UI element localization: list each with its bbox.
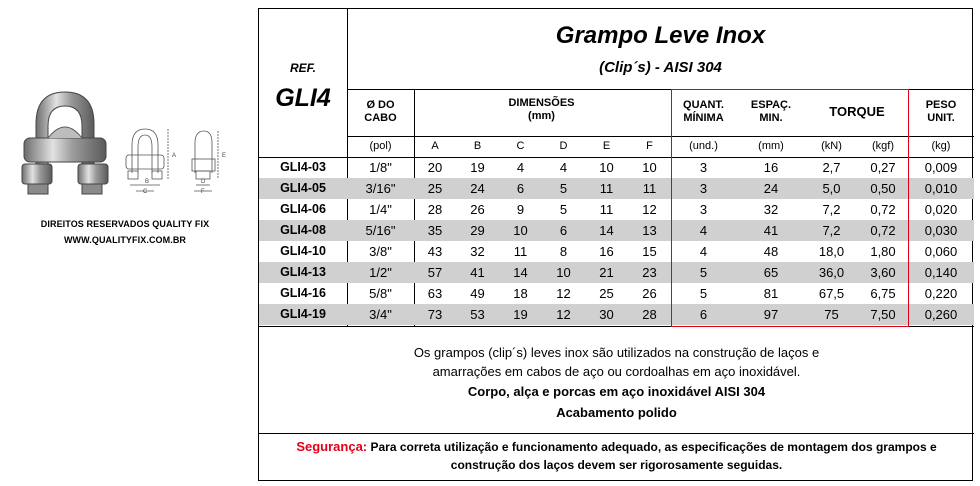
min-qty-header <box>671 99 736 125</box>
diameter-cell: 3/4" <box>369 307 392 322</box>
table-row <box>259 262 974 283</box>
diameter-cell: 1/8" <box>369 160 392 175</box>
torque-kgf-cell: 0,27 <box>870 160 896 175</box>
spacing-header-line2: MIN. <box>759 112 783 124</box>
dim-f-cell: 12 <box>642 202 657 217</box>
material-spec: Corpo, alça e porcas em aço inoxidável AISI 304 <box>467 384 766 399</box>
spacing-cell: 24 <box>763 181 779 196</box>
title-bottom-border <box>347 89 974 90</box>
table-row <box>259 241 974 262</box>
unit-weight-cell: 0,260 <box>924 307 958 322</box>
dim-e-cell: 11 <box>599 181 614 196</box>
dim-a-cell: 25 <box>427 181 443 196</box>
dim-d-cell: 8 <box>559 244 568 259</box>
dim-d-cell: 12 <box>556 307 571 322</box>
dim-d-cell: 5 <box>559 181 568 196</box>
min-qty-cell: 3 <box>699 160 708 175</box>
dim-d-cell: 6 <box>559 223 568 238</box>
min-qty-header-line1: QUANT. <box>683 99 724 111</box>
dim-d-cell: 4 <box>559 160 568 175</box>
dimensions-header-line1: DIMENSÕES <box>508 97 575 109</box>
product-title: Grampo Leve Inox <box>555 22 766 49</box>
unit-weight-cell: 0,009 <box>924 160 958 175</box>
dim-c-cell: 4 <box>516 160 525 175</box>
diameter-cell: 1/2" <box>369 265 392 280</box>
dim-c-cell: 6 <box>516 181 525 196</box>
diameter-cell: 5/16" <box>365 223 396 238</box>
diameter-header <box>347 99 414 125</box>
table-row <box>259 199 974 220</box>
dim-c-cell: 11 <box>513 244 528 259</box>
dim-e-cell: 11 <box>599 202 614 217</box>
torque-kn-cell: 75 <box>824 307 839 322</box>
dimensions-header-line2: (mm) <box>528 110 555 122</box>
ref-label: REF. <box>289 61 316 75</box>
product-sheet <box>258 8 973 481</box>
torque-kn-cell: 36,0 <box>818 265 845 280</box>
dim-e-cell: 16 <box>599 244 614 259</box>
table-row <box>259 283 974 304</box>
spacing-cell: 81 <box>763 286 779 301</box>
dim-a-cell: 20 <box>427 160 443 175</box>
dim-e-cell: 25 <box>599 286 614 301</box>
dim-c-cell: 14 <box>513 265 528 280</box>
safety-label: Segurança: <box>296 439 368 454</box>
rights-reserved-text: DIREITOS RESERVADOS QUALITY FIX <box>40 219 210 229</box>
ref-cell: GLI4-19 <box>280 307 326 321</box>
diameter-header-line2: CABO <box>364 112 397 124</box>
spacing-cell: 48 <box>763 244 779 259</box>
torque-kgf-cell: 0,50 <box>870 181 896 196</box>
table-row <box>259 220 974 241</box>
diameter-cell: 5/8" <box>369 286 392 301</box>
dim-a-cell: 73 <box>427 307 443 322</box>
unit-weight-cell: 0,010 <box>924 181 958 196</box>
ref-cell: GLI4-13 <box>280 265 326 279</box>
unit-weight-header-line2: UNIT. <box>927 112 955 124</box>
unit-cell: F <box>646 140 653 152</box>
torque-kn-cell: 2,7 <box>822 160 841 175</box>
torque-header: TORQUE <box>829 104 885 119</box>
torque-kn-cell: 7,2 <box>822 223 841 238</box>
torque-kgf-cell: 0,72 <box>870 202 896 217</box>
dim-b-cell: 24 <box>470 181 485 196</box>
min-qty-cell: 5 <box>699 286 708 301</box>
diameter-header-line1: Ø DO <box>366 99 395 111</box>
unit-weight-cell: 0,220 <box>924 286 958 301</box>
table-row <box>259 157 974 178</box>
unit-cell: (kgf) <box>872 140 894 152</box>
dim-f-cell: 10 <box>642 160 657 175</box>
unit-weight-cell: 0,060 <box>924 244 958 259</box>
spacing-cell: 65 <box>763 265 779 280</box>
ref-cell: GLI4-16 <box>280 286 326 300</box>
spacing-cell: 16 <box>763 160 779 175</box>
min-qty-cell: 3 <box>699 181 708 196</box>
unit-weight-header-line1: PESO <box>925 99 957 111</box>
torque-kgf-cell: 7,50 <box>870 307 896 322</box>
dimensions-header <box>414 97 669 123</box>
torque-kgf-cell: 1,80 <box>870 244 896 259</box>
ref-cell: GLI4-03 <box>280 160 326 174</box>
unit-cell: (kN) <box>821 140 842 152</box>
unit-cell: (und.) <box>689 140 718 152</box>
wire-rope-clip-photo <box>14 86 116 198</box>
technical-drawings <box>120 125 240 195</box>
description-bottom-border <box>259 433 974 434</box>
drawing-label-c: C <box>143 189 148 195</box>
torque-kn-cell: 67,5 <box>818 286 845 301</box>
ref-cell: GLI4-06 <box>280 202 326 216</box>
min-qty-cell: 4 <box>699 223 708 238</box>
dim-c-cell: 19 <box>513 307 528 322</box>
ref-cell: GLI4-05 <box>280 181 326 195</box>
dim-a-cell: 57 <box>427 265 443 280</box>
spacing-header-line1: ESPAÇ. <box>750 99 792 111</box>
diameter-cell: 1/4" <box>369 202 392 217</box>
unit-cell: C <box>516 140 525 152</box>
diameter-cell: 3/8" <box>369 244 392 259</box>
dim-b-cell: 41 <box>470 265 485 280</box>
unit-cell: (pol) <box>369 140 392 152</box>
drawing-label-a: A <box>172 153 177 159</box>
dim-e-cell: 21 <box>599 265 614 280</box>
dim-b-cell: 26 <box>470 202 485 217</box>
dim-f-cell: 15 <box>642 244 657 259</box>
unit-weight-header <box>909 99 973 125</box>
unit-cell: (mm) <box>758 140 784 152</box>
spacing-cell: 97 <box>763 307 779 322</box>
spacing-header <box>736 99 806 125</box>
spacing-cell: 32 <box>763 202 779 217</box>
dim-f-cell: 13 <box>642 223 657 238</box>
unit-weight-cell: 0,030 <box>924 223 958 238</box>
unit-cell: B <box>473 140 482 152</box>
min-qty-cell: 6 <box>699 307 708 322</box>
dim-e-cell: 30 <box>599 307 614 322</box>
drawing-label-f: F <box>201 189 205 195</box>
table-row <box>259 178 974 199</box>
drawing-label-d: D <box>201 179 206 185</box>
torque-kn-cell: 18,0 <box>818 244 845 259</box>
dim-a-cell: 43 <box>427 244 443 259</box>
spacing-cell: 41 <box>763 223 779 238</box>
drawing-label-b: B <box>145 179 150 185</box>
dim-b-cell: 49 <box>470 286 485 301</box>
dim-b-cell: 32 <box>470 244 485 259</box>
finish-spec: Acabamento polido <box>556 405 677 420</box>
safety-note <box>259 438 974 474</box>
dim-a-cell: 28 <box>427 202 443 217</box>
dim-b-cell: 53 <box>470 307 485 322</box>
dim-c-cell: 18 <box>513 286 528 301</box>
ref-cell: GLI4-10 <box>280 244 326 258</box>
min-qty-cell: 3 <box>699 202 708 217</box>
left-panel <box>0 0 258 486</box>
unit-cell: A <box>431 140 439 152</box>
dim-d-cell: 12 <box>556 286 571 301</box>
description-line: Os grampos (clip´s) leves inox são utilizados na construção de laços e <box>413 345 820 360</box>
description-line: amarrações em cabos de aço ou cordoalhas em aço inoxidável. <box>432 364 801 379</box>
torque-kgf-cell: 0,72 <box>870 223 896 238</box>
dim-f-cell: 26 <box>642 286 657 301</box>
torque-kn-cell: 7,2 <box>822 202 841 217</box>
dim-c-cell: 10 <box>513 223 528 238</box>
table-row <box>259 304 974 325</box>
unit-cell: D <box>559 140 568 152</box>
min-qty-header-line2: MÍNIMA <box>683 112 724 124</box>
dim-f-cell: 28 <box>642 307 657 322</box>
dim-f-cell: 11 <box>642 181 657 196</box>
dim-d-cell: 5 <box>559 202 568 217</box>
dim-a-cell: 63 <box>427 286 443 301</box>
ref-code: GLI4 <box>275 84 331 112</box>
safety-text-line2: construção dos laços devem ser rigorosamente seguidas. <box>450 458 783 472</box>
safety-text-line1: Para correta utilização e funcionamento adequado, as especificações de montagem dos grampos e <box>370 440 937 454</box>
dim-e-cell: 14 <box>599 223 614 238</box>
unit-weight-cell: 0,140 <box>924 265 958 280</box>
dim-d-cell: 10 <box>556 265 571 280</box>
website-text: WWW.QUALITYFIX.COM.BR <box>63 235 187 245</box>
dim-e-cell: 10 <box>599 160 614 175</box>
torque-kgf-cell: 6,75 <box>870 286 896 301</box>
drawing-label-e: E <box>222 153 227 159</box>
table-bottom-border <box>259 326 974 327</box>
dim-c-cell: 9 <box>516 202 525 217</box>
unit-weight-cell: 0,020 <box>924 202 958 217</box>
units-row <box>259 136 974 157</box>
dim-f-cell: 23 <box>642 265 657 280</box>
min-qty-cell: 4 <box>699 244 708 259</box>
unit-cell: (kg) <box>931 140 951 152</box>
min-qty-cell: 5 <box>699 265 708 280</box>
dim-b-cell: 19 <box>470 160 485 175</box>
product-subtitle: (Clip´s) - AISI 304 <box>599 59 722 76</box>
ref-cell: GLI4-08 <box>280 223 326 237</box>
dim-a-cell: 35 <box>427 223 443 238</box>
torque-kgf-cell: 3,60 <box>870 265 896 280</box>
dim-b-cell: 29 <box>470 223 485 238</box>
unit-cell: E <box>602 140 611 152</box>
torque-kn-cell: 5,0 <box>822 181 841 196</box>
diameter-cell: 3/16" <box>365 181 396 196</box>
